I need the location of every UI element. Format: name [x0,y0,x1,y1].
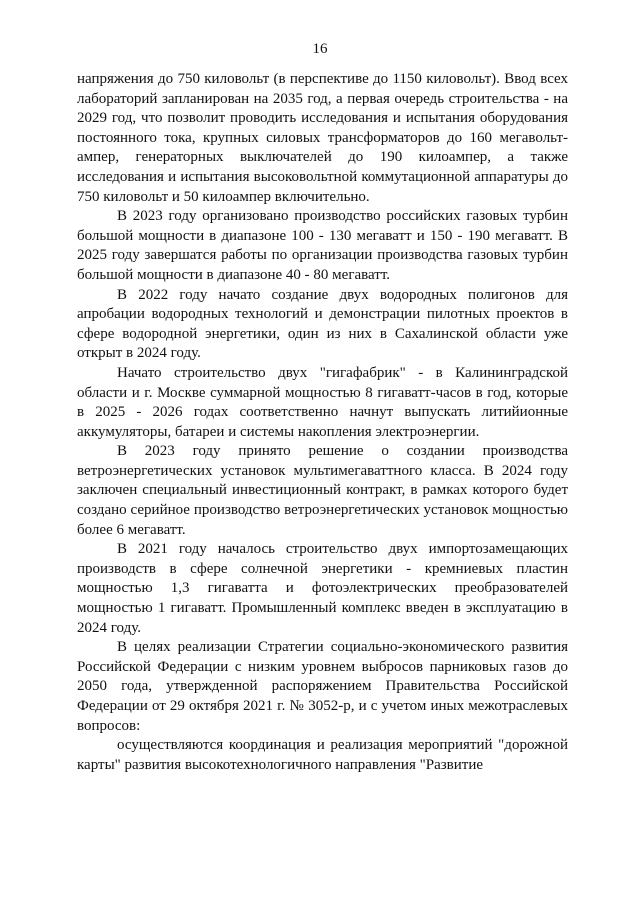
paragraph-solar-energy: В 2021 году началось строительство двух импортозамещающих производств в сфере солнечной энергетики - кремниевых пластин мощностью 1,3 гигаватта и фотоэлектрических преобразователей мощностью 1 гигаватт. Промышленный комплекс введен в эксплуатацию в 2024 году. [77,541,568,636]
paragraph-continuation: напряжения до 750 киловольт (в перспективе до 1150 киловольт). Ввод всех лабораторий запланирован на 2035 год, а первая очередь строительства - на 2029 год, что позволит проводить исследования и испытания оборудования постоянного тока, крупных силовых трансформаторов до 160 мегавольт-ампер, генераторных выключателей до 190 килоампер, а также исследования и испытания высоковольтной коммутационной аппаратуры до 750 киловольт и 50 килоампер включительно. [77,71,568,205]
paragraph-gigafactories: Начато строительство двух "гигафабрик" - в Калининградской области и г. Москве суммарной мощностью 8 гигаватт-часов в год, которые в 2025 - 2026 годах соответственно начнут выпускать литийионные аккумуляторы, батареи и системы накопления электроэнергии. [77,364,568,440]
paragraph-hydrogen: В 2022 году начато создание двух водородных полигонов для апробации водородных технологий и демонстрации пилотных проектов в сфере водородной энергетики, один из них в Сахалинской области уже открыт в 2024 году. [77,286,568,362]
paragraph-gas-turbines: В 2023 году организовано производство российских газовых турбин большой мощности в диапазоне 100 - 130 мегаватт и 150 - 190 мегаватт. В 2025 году завершатся работы по организации производства газовых турбин большой мощности в диапазоне 40 - 80 мегаватт. [77,208,568,283]
paragraph-wind-energy: В 2023 году принято решение о создании производства ветроэнергетических установок мультимегаваттного класса. В 2024 году заключен специальный инвестиционный контракт, в рамках которого будет создано серийное производство ветроэнергетических установок мощностью более 6 мегаватт. [77,443,568,538]
page-number: 16 [312,41,328,57]
paragraph-roadmap: осуществляются координация и реализация мероприятий "дорожной карты" развития высокотехнологичного направления "Развитие [77,737,568,773]
paragraph-strategy: В целях реализации Стратегии социально-экономического развития Российской Федерации с низким уровнем выбросов парниковых газов до 2050 года, утвержденной распоряжением Правительства Российской Федерации от 29 октября 2021 г. № 3052-р, и с учетом иных межотраслевых вопросов: [77,639,568,734]
document-body [77,70,568,775]
